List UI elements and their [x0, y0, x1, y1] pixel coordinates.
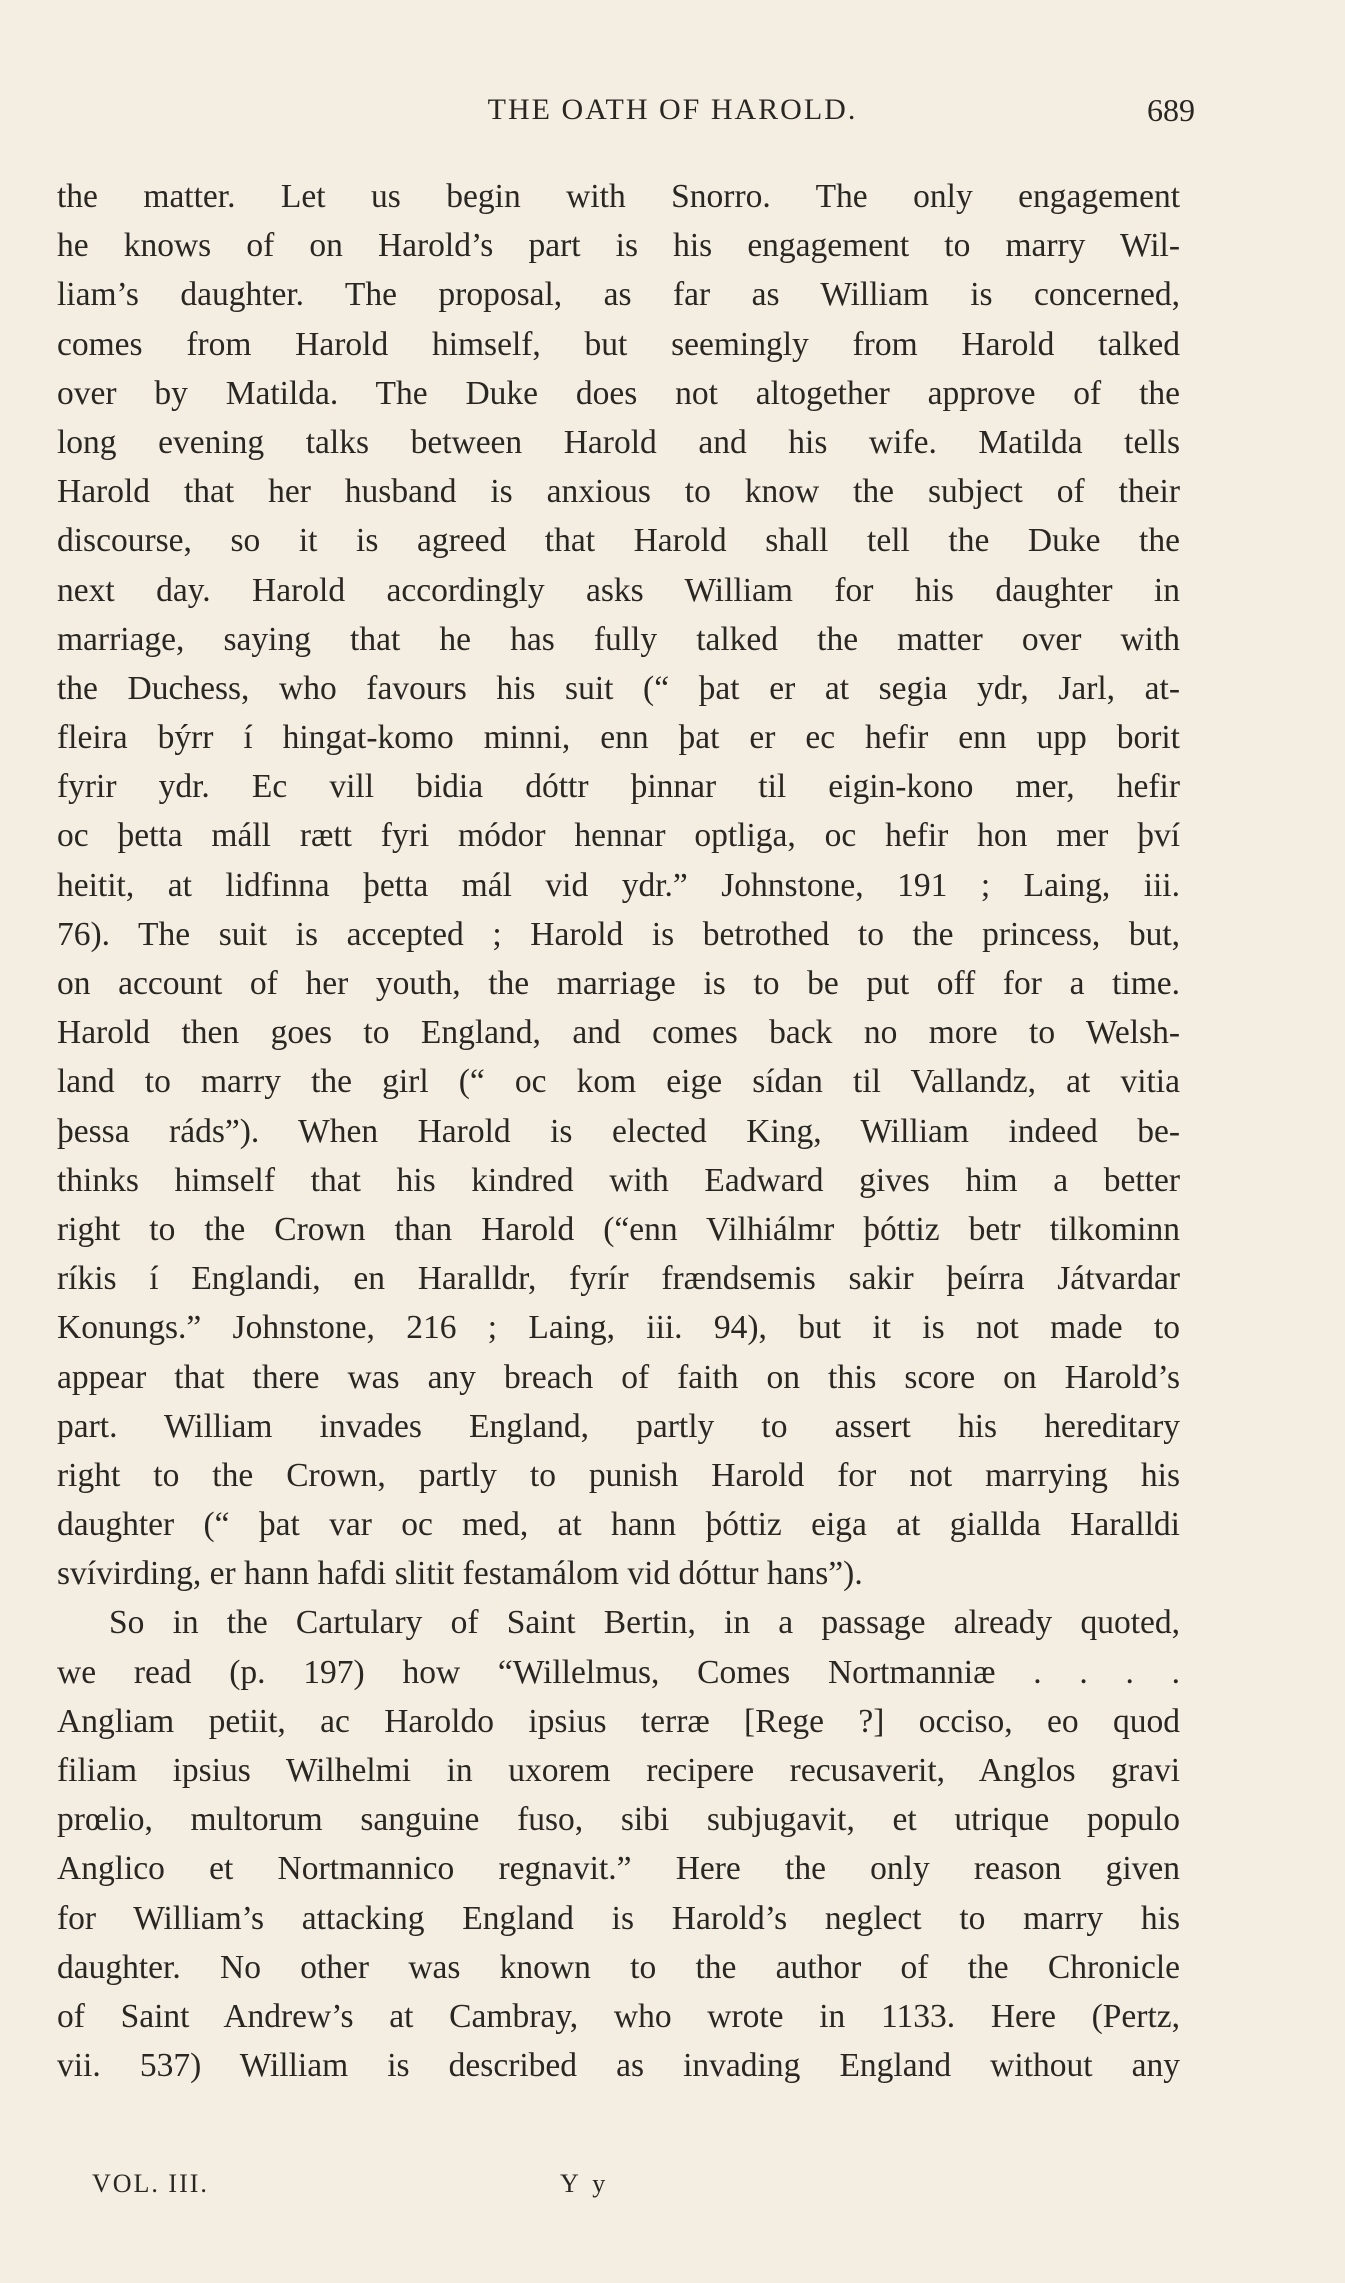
text-line: for William’s attacking England is Harold’s neglect to marry his — [57, 1899, 1180, 1937]
text-line: the Duchess, who favours his suit (“ þat er at segia ydr, Jarl, at- — [57, 669, 1180, 707]
text-line: ríkis í Englandi, en Haralldr, fyrír frændsemis sakir þeírra Játvardar — [57, 1260, 1180, 1298]
text-line: Harold then goes to England, and comes back no more to Welsh- — [57, 1014, 1180, 1052]
text-line: þessa ráds”). When Harold is elected King, William indeed be- — [57, 1112, 1180, 1150]
text-line: marriage, saying that he has fully talked the matter over with — [57, 620, 1180, 658]
text-line: discourse, so it is agreed that Harold shall tell the Duke the — [57, 522, 1180, 560]
text-line: vii. 537) William is described as invading England without any — [57, 2047, 1180, 2085]
page-footer — [0, 2164, 1345, 2204]
text-line: right to the Crown, partly to punish Harold for not marrying his — [57, 1456, 1180, 1494]
text-line: Angliam petiit, ac Haroldo ipsius terræ [Rege ?] occiso, eo quod — [57, 1702, 1180, 1740]
text-line: the matter. Let us begin with Snorro. The only engagement — [57, 178, 1180, 215]
text-line: Harold that her husband is anxious to know the subject of their — [57, 473, 1180, 511]
text-line: he knows of on Harold’s part is his engagement to marry Wil- — [57, 227, 1180, 265]
volume-label: VOL. III. — [92, 2169, 209, 2198]
text-line: oc þetta máll rætt fyri módor hennar optliga, oc hefir hon mer því — [57, 817, 1180, 855]
text-line: long evening talks between Harold and his wife. Matilda tells — [57, 423, 1180, 461]
body-text — [57, 172, 1180, 2090]
text-line: on account of her youth, the marriage is to be put off for a time. — [57, 965, 1180, 1002]
signature-mark: Y y — [560, 2169, 610, 2198]
text-line: appear that there was any breach of faith on this score on Harold’s — [57, 1358, 1180, 1396]
text-line: heitit, at lidfinna þetta mál vid ydr.” Johnstone, 191 ; Laing, iii. — [57, 866, 1180, 904]
text-line: over by Matilda. The Duke does not altogether approve of the — [57, 374, 1180, 412]
text-line: fleira býrr í hingat-komo minni, enn þat er ec hefir enn upp borit — [57, 719, 1180, 757]
text-line: Anglico et Nortmannico regnavit.” Here the only reason given — [57, 1850, 1180, 1888]
page-number: 689 — [1147, 92, 1195, 128]
running-head: THE OATH OF HAROLD. — [487, 93, 858, 126]
text-line: So in the Cartulary of Saint Bertin, in a passage already quoted, — [109, 1604, 1180, 1642]
text-line: daughter (“ þat var oc med, at hann þóttiz eiga at giallda Haralldi — [57, 1506, 1180, 1544]
text-line: filiam ipsius Wilhelmi in uxorem recipere recusaverit, Anglos gravi — [57, 1752, 1180, 1789]
text-line: right to the Crown than Harold (“enn Vilhiálmr þóttiz betr tilkominn — [57, 1210, 1180, 1248]
text-line: liam’s daughter. The proposal, as far as William is concerned, — [57, 276, 1180, 314]
text-line: land to marry the girl (“ oc kom eige sídan til Vallandz, at vitia — [57, 1063, 1180, 1101]
text-line: 76). The suit is accepted ; Harold is betrothed to the princess, but, — [57, 915, 1180, 953]
text-line: next day. Harold accordingly asks William for his daughter in — [57, 571, 1180, 609]
text-line: part. William invades England, partly to assert his hereditary — [57, 1407, 1180, 1445]
text-line: we read (p. 197) how “Willelmus, Comes Nortmanniæ . . . . — [57, 1653, 1180, 1691]
text-line: fyrir ydr. Ec vill bidia dóttr þinnar til eigin-kono mer, hefir — [57, 768, 1180, 806]
text-line: prœlio, multorum sanguine fuso, sibi subjugavit, et utrique populo — [57, 1801, 1180, 1839]
text-line: thinks himself that his kindred with Eadward gives him a better — [57, 1161, 1180, 1199]
text-line: Konungs.” Johnstone, 216 ; Laing, iii. 94), but it is not made to — [57, 1309, 1180, 1347]
page-header — [0, 88, 1345, 132]
text-line: svívirding, er hann hafdi slitit festamálom vid dóttur hans”). — [57, 1555, 863, 1593]
text-line: comes from Harold himself, but seemingly from Harold talked — [57, 325, 1180, 363]
text-line: daughter. No other was known to the author of the Chronicle — [57, 1948, 1180, 1986]
text-line: of Saint Andrew’s at Cambray, who wrote in 1133. Here (Pertz, — [57, 1997, 1180, 2035]
